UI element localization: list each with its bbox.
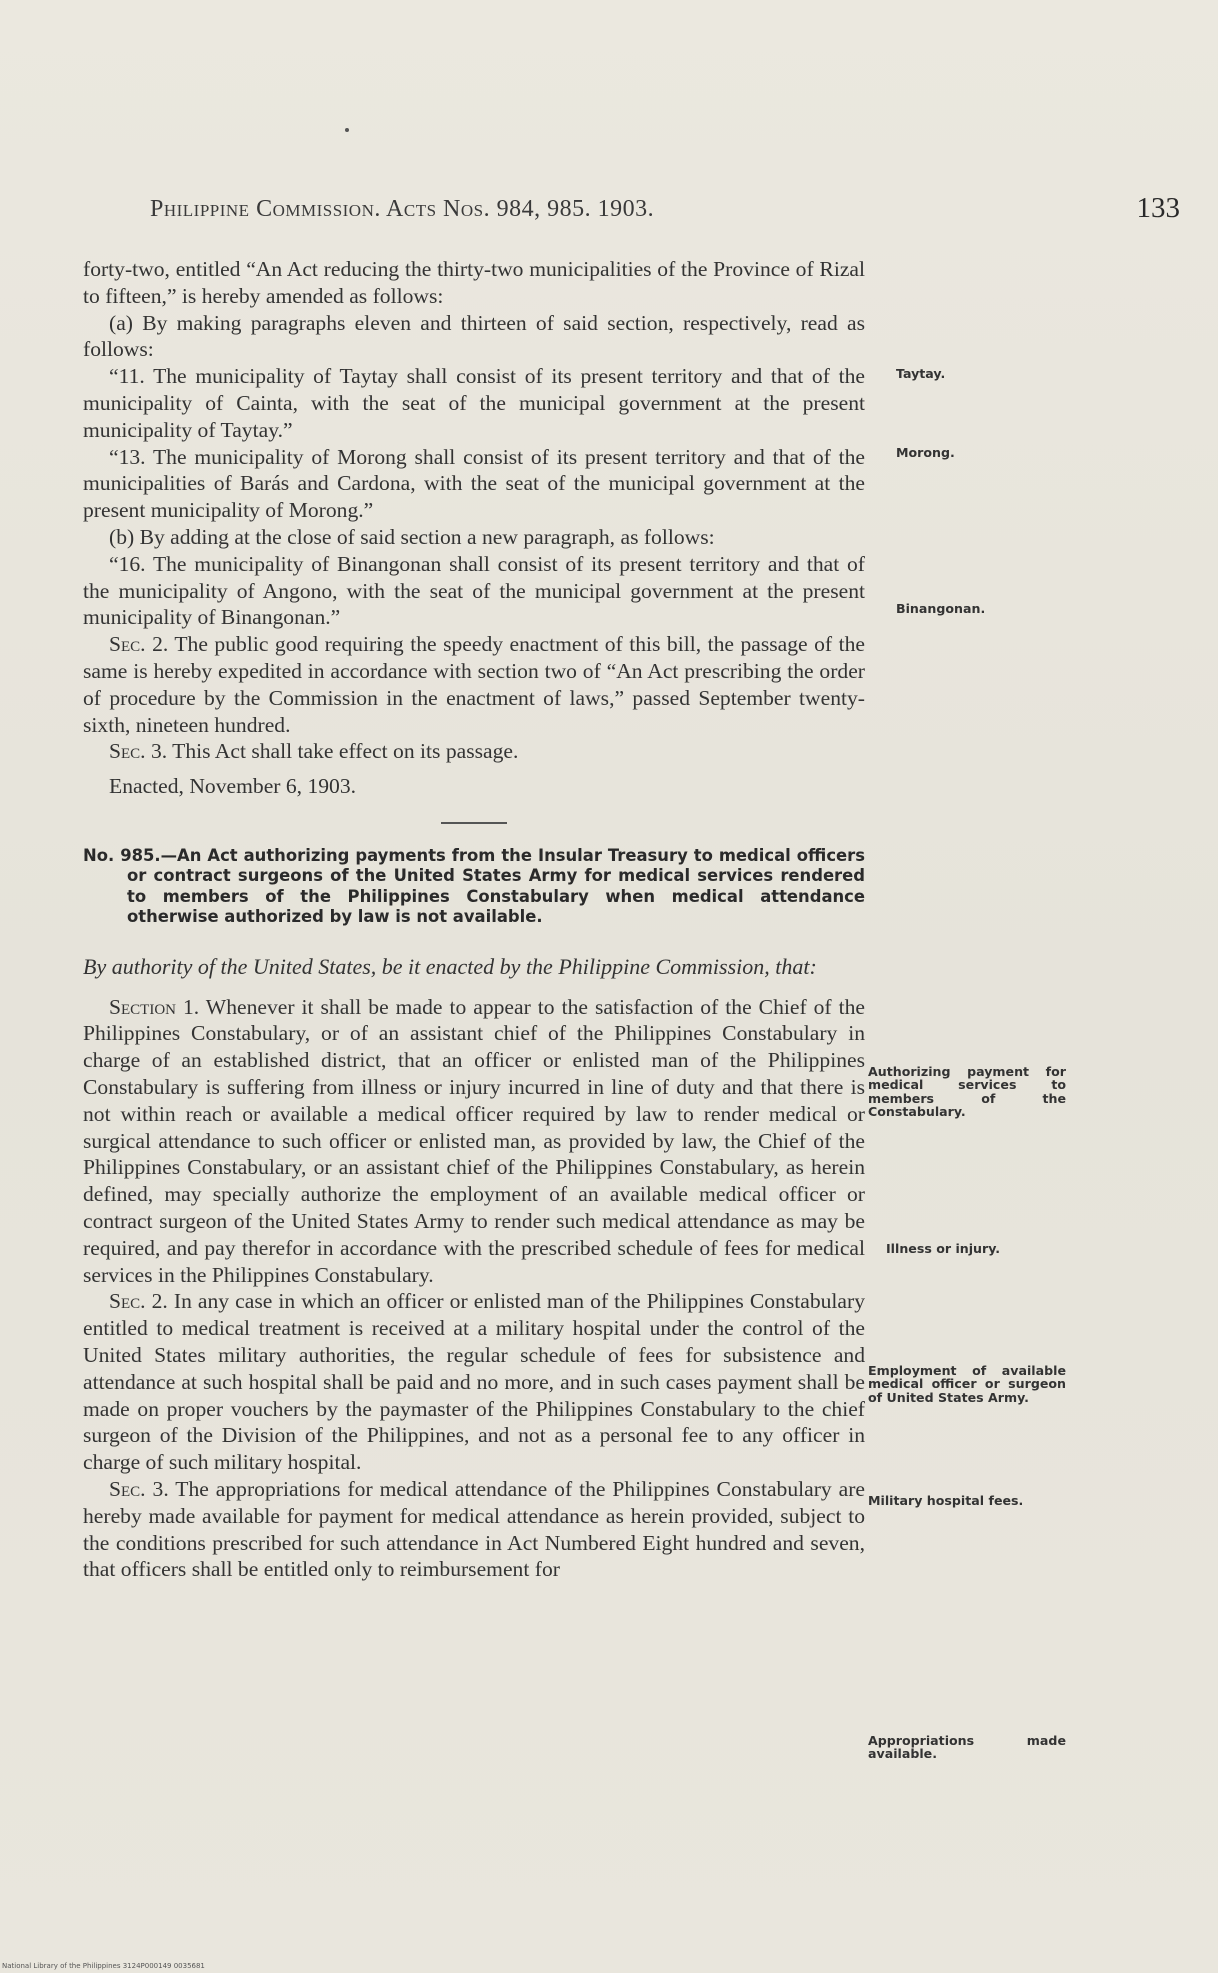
margin-note-morong: Morong.	[896, 445, 955, 460]
section-text: This Act shall take effect on its passage.	[167, 739, 519, 764]
margin-note-hospital: Military hospital fees.	[868, 1493, 1024, 1508]
section-label: Sec. 3.	[109, 1476, 169, 1501]
enacted-date: Enacted, November 6, 1903.	[109, 774, 357, 799]
act984-paragraph-11: “11. The municipality of Taytay shall consist of its present territory and that of the municipality of Cainta, with the seat of the municipal government at the present municipality of Taytay.”	[83, 364, 865, 442]
body-text	[83, 256, 865, 1583]
scan-footer: National Library of the Philippines 3124P000149 0035681	[2, 1962, 205, 1970]
act985-heading: No. 985.—An Act authorizing payments from the Insular Treasury to medical officers or contract surgeons of the United States Army for medical services rendered to members of the Philippines Constabulary when medical attendance otherwise authorized by law is not available.	[83, 845, 865, 927]
act984-section-3	[83, 738, 865, 765]
act985-section-1	[83, 994, 865, 1289]
section-label: Sec. 2.	[109, 1289, 168, 1314]
act984-continuation: forty-two, entitled “An Act reducing the thirty-two municipalities of the Province of Rizal to fifteen,” is hereby amended as follows:	[83, 257, 865, 308]
margin-note-authorizing: Authorizing payment for medical services to members of the Constabulary.	[868, 1064, 1066, 1120]
margin-note-taytay: Taytay.	[896, 366, 946, 381]
section-label: Sec. 2.	[109, 632, 169, 657]
act984-paragraph-16: “16. The municipality of Binangonan shall consist of its present territory and that of the municipality of Angono, with the seat of the municipal government at the present municipality of Binangonan.”	[83, 551, 865, 630]
section-divider	[441, 822, 507, 824]
act985-section-3	[83, 1476, 865, 1583]
page-number: 133	[1136, 192, 1180, 224]
act984-section-2	[83, 631, 865, 738]
act984-paragraph-13: “13. The municipality of Morong shall consist of its present territory and that of the municipalities of Barás and Cardona, with the seat of the municipal government at the present municipality of Morong.”	[83, 444, 865, 523]
act984-amendment-b: (b) By adding at the close of said section a new paragraph, as follows:	[109, 524, 715, 549]
margin-note-employment: Employment of available medical officer or surgeon of United States Army.	[868, 1363, 1066, 1405]
margin-note-binangonan: Binangonan.	[896, 601, 986, 616]
section-text: The appropriations for medical attendance of the Philippines Constabulary are hereby made available for payment for medical attendance as herein provided, subject to the conditions prescribed for such attendance in Act Numbered Eight hundred and seven, that officers shall be entitled only to reimbursement for	[83, 1476, 865, 1582]
ink-speck	[345, 128, 349, 132]
section-label: Sec. 3.	[109, 739, 168, 764]
enacting-clause: By authority of the United States, be it enacted by the Philippine Commission, that:	[83, 953, 817, 979]
section-text: In any case in which an officer or enlisted man of the Philippines Constabulary entitled to medical treatment is received at a military hospital under the control of the United States military authorities, the regular schedule of fees for subsistence and attendance at such hospital shall be paid and no more, and in such cases payment shall be made on proper vouchers by the paymaster of the Philippines Constabulary to the chief surgeon of the Division of the Philippines, and not as a personal fee to any officer in charge of such military hospital.	[83, 1289, 865, 1475]
act984-amendment-a: (a) By making paragraphs eleven and thirteen of said section, respectively, read as follows:	[83, 310, 865, 362]
running-head: Philippine Commission. Acts Nos. 984, 985. 1903.	[150, 196, 655, 222]
margin-note-illness: Illness or injury.	[886, 1241, 1001, 1256]
margin-note-appropriations: Appropriations made available.	[868, 1733, 1066, 1762]
section-text: Whenever it shall be made to appear to the satisfaction of the Chief of the Philippines Constabulary, or of an assistant chief of the Philippines Constabulary in charge of an established district, that an officer or enlisted man of the Philippines Constabulary is suffering from illness or injury incurred in line of duty and that there is not within reach or available a medical officer required by law to render medical or surgical attendance to such officer or enlisted man, as provided by law, the Chief of the Philippines Constabulary, or an assistant chief of the Philippines Constabulary, as herein defined, may specially authorize the employment of an available medical officer or contract surgeon of the United States Army to render such medical attendance as may be required, and pay therefor in accordance with the prescribed schedule of fees for medical services in the Philippines Constabulary.	[83, 994, 866, 1287]
section-text: The public good requiring the speedy enactment of this bill, the passage of the same is hereby expedited in accordance with section two of “An Act prescribing the order of procedure by the Commission in the enactment of laws,” passed September twenty-sixth, nineteen hundred.	[83, 632, 865, 737]
act985-section-2	[83, 1288, 865, 1476]
section-label: Section 1.	[109, 994, 200, 1019]
page-header	[150, 192, 1180, 232]
